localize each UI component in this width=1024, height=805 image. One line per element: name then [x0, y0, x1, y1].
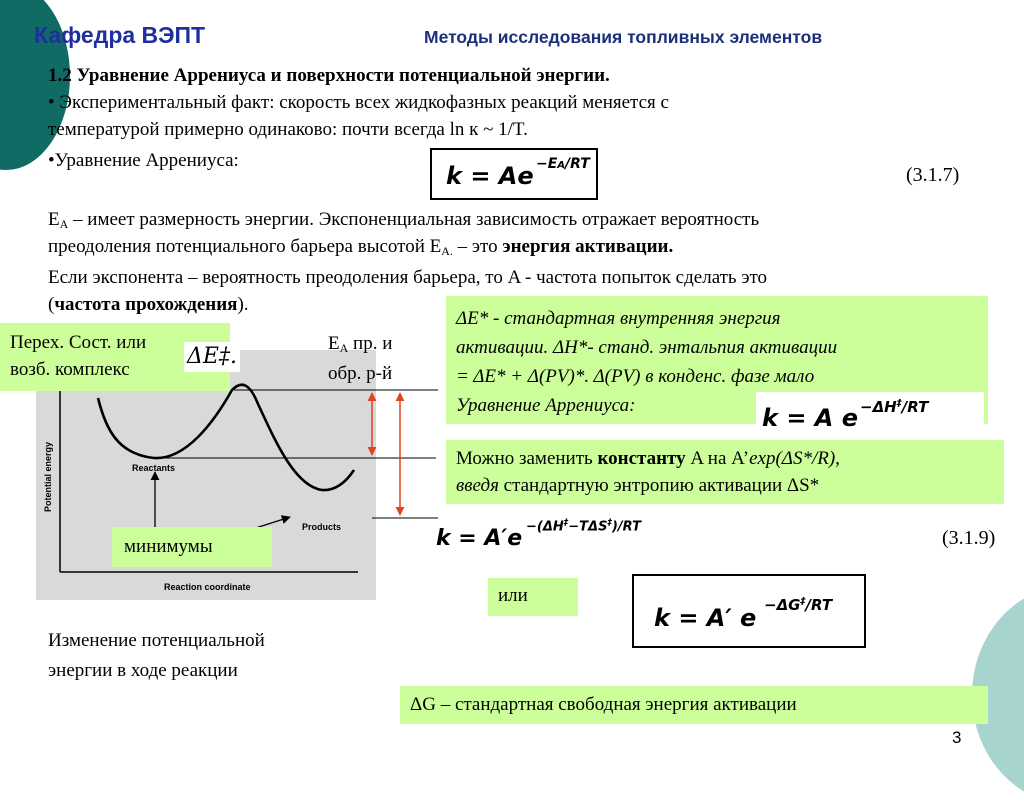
diagram-caption: Изменение потенциальной энергии в ходе реакции — [48, 630, 265, 681]
ea-description-line4: (частота прохождения). — [48, 294, 249, 315]
bullet-fact-line2: температурой примерно одинаково: почти всегда ln к ~ 1/T. — [48, 119, 528, 140]
barrier-delta-e-label: ΔE‡. — [184, 342, 240, 372]
ea-description-line2: преодоления потенциального барьера высотой $E_{A.}$ – это энергия активации. — [48, 236, 674, 258]
or-box: или — [488, 578, 578, 616]
enthalpy-arrhenius-equation: k = A e −ΔH‡/RT — [756, 392, 984, 438]
products-label: Products — [302, 522, 342, 532]
ea-description-line1: $E_A$ – имеет размерность энергии. Экспоненциальная зависимость отражает вероятность — [48, 209, 760, 231]
entropy-equation: k = A′e −(ΔH‡−TΔS‡)/RT — [436, 518, 641, 551]
department-title: Кафедра ВЭПТ — [34, 22, 206, 48]
transition-state-box: Перех. Сост. или возб. комплекс — [0, 323, 230, 391]
gibbs-equation: k = A′ e −ΔG‡/RT — [632, 574, 866, 648]
section-title: 1.2 Уравнение Аррениуса и поверхности потенциальной энергии. — [48, 65, 610, 86]
ea-forward-reverse-label: $E_A$ пр. и обр. р-й — [328, 333, 393, 384]
x-axis-label: Reaction coordinate — [164, 582, 251, 592]
page-number: 3 — [952, 728, 962, 747]
bullet-fact-line1: • Экспериментальный факт: скорость всех жидкофазных реакций меняется с — [48, 92, 669, 113]
arrhenius-equation: k = Ae −EA/RT — [430, 148, 598, 200]
reactants-label: Reactants — [132, 463, 176, 473]
minima-box: минимумы — [112, 527, 272, 567]
entropy-box: Можно заменить константу A на A’exp(ΔS*/R), введя стандартную энтропию активации ΔS* — [446, 440, 1004, 504]
gibbs-box: ΔG – стандартная свободная энергия активации — [400, 686, 988, 724]
course-title: Методы исследования топливных элементов — [424, 27, 823, 47]
enthalpy-box: ΔE* - стандартная внутренняя энергия активации. ΔH*- станд. энтальпия активации = ΔE* + Δ(PV)*. Δ(PV) в конденс. фазе мало Уравнение Аррениуса: — [446, 296, 988, 424]
equation-number-319: (3.1.9) — [942, 527, 996, 549]
ea-description-line3: Если экспонента – вероятность преодоления барьера, то A - частота попыток сделать это — [48, 267, 768, 288]
bullet-arrhenius: •Уравнение Аррениуса: — [48, 150, 239, 171]
equation-number-317: (3.1.7) — [906, 164, 960, 186]
y-axis-label: Potential energy — [43, 441, 53, 513]
